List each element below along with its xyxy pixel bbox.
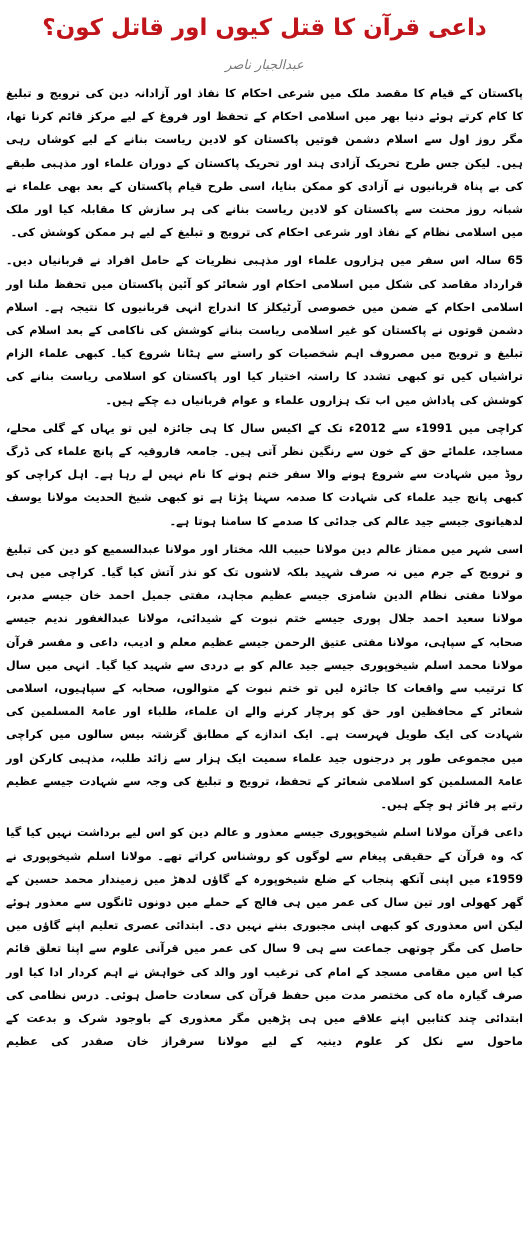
article-paragraph: اسی شہر میں ممتاز عالم دین مولانا حبیب اللہ مختار اور مولانا عبدالسمیع کو دین کی تبلیغ و ترویج کے جرم میں نہ صرف شہید بلکہ لاشوں تک کو نذر آتش کیا گیا۔ کراچی میں ہی مولانا مفتی نظام الدین شامزی جیسے عظیم مجاہد، مفتی جمیل احمد خان جیسے مدبر، مولانا سعید احمد جلال پوری جیسے ختم نبوت کے شیدائی، مولانا عبدالغفور ندیم جیسے صحابہ کے سپاہی، مولانا مفتی عتیق الرحمن جیسے عظیم معلم و ادیب، داعی و مفسر قرآن مولانا محمد اسلم شیخوپوری جیسے جید عالم کو بے دردی سے شہید کیا گیا۔ انہی میں سال کا ترتیب سے واقعات کا جائزہ لیں تو ختم نبوت کے متوالوں، صحابہ کے سپاہیوں، اسلامی شعائر کے محافظین اور حق کو پرچار کرنے والے ان علماء، طلباء اور عامۃ المسلمین کی شہادت کی ایک طویل فہرست ہے۔ ایک اندازے کے مطابق گزشتہ بیس سالوں میں کراچی میں مجموعی طور پر درجنوں جید علماء سمیت ایک ہزار سے زائد طلبہ، مذہبی کارکن اور عامۃ المسلمین کو اسلامی شعائر کے تحفظ، ترویج و تبلیغ کی وجہ سے شہادت جیسے عظیم رتبے پر فائز ہو چکے ہیں۔ [6, 542, 523, 812]
article-paragraph: 65 سالہ اس سفر میں ہزاروں علماء اور مذہبی نظریات کے حامل افراد نے قربانیاں دیں۔ قرارداد مقاصد کی شکل میں اسلامی احکام اور شعائر کو آئین پاکستان میں تحفظ ملنا اور اسلامی احکام کے ضمن میں خصوصی آرٹیکلز کا اندراج انہی قربانیوں کا نتیجہ ہے۔ اسلام دشمن قوتوں نے پاکستان کو غیر اسلامی ریاست بنانے کوشش کی ناکامی کے بعد اسلام کی تبلیغ و ترویج میں مصروف اہم شخصیات کو راستے سے ہٹانا شروع کیا۔ کبھی علماء الزام تراشیاں کیں تو کبھی تشدد کا راستہ اختیار کیا اور پاکستان کو اسلامی ریاست بنانے کی کوشش کی پاداش میں اب تک ہزاروں علماء و عوام قربانیاں دے چکے ہیں۔ [6, 254, 523, 407]
article-paragraph: کراچی میں 1991ء سے 2012ء تک کے اکیس سال کا ہی جائزہ لیں تو یہاں کے گلی محلے، مساجد، علمائے حق کے خون سے رنگین نظر آتی ہیں۔ جامعہ فاروقیہ کے پانچ علماء کی ڈرگ روڈ میں شہادت سے شروع ہونے والا سفر ختم ہونے کا نام نہیں لے رہا ہے۔ اہل کراچی کو کبھی پانچ جید علماء کی شہادت کا صدمہ سہنا پڑتا ہے تو کبھی شیخ الحدیث مولانا یوسف لدھیانوی جیسے جید عالم کی جدائی کا صدمے کا سامنا ہوتا ہے۔ [6, 421, 523, 528]
article-paragraph: داعی قرآن مولانا اسلم شیخوپوری جیسے معذور و عالم دین کو اس لیے برداشت نہیں کیا گیا کہ وہ قرآن کے حقیقی پیغام سے لوگوں کو روشناس کراتے تھے۔ مولانا اسلم شیخوپوری نے 1959ء میں اپنی آنکھ پنجاب کے ضلع شیخوپورہ کے گاؤں لدھڑ میں زمیندار محمد حسین کے گھر کھولی اور تین سال کی عمر میں ہی فالج کے حملے میں دونوں ٹانگوں سے معذور ہوئے لیکن اس معذوری کو کبھی اپنی مجبوری بننے نہیں دی۔ ابتدائی عصری تعلیم اپنے گاؤں میں حاصل کی مگر چوتھی جماعت سے ہی 9 سال کی عمر میں قرآنی علوم سے اپنا تعلق قائم کیا اس میں مقامی مسجد کے امام کی ترغیب اور والد کی خواہش نے اہم کردار ادا کیا اور صرف گیارہ ماہ کی مختصر مدت میں حفظ قرآن کی سعادت حاصل ہوئی۔ درس نظامی کی ابتدائی چند کتابیں اپنے علاقے میں ہی پڑھیں مگر معذوری کے باوجود شرک و بدعت کے ماحول سے نکل کر علوم دینیہ کے لیے مولانا سرفراز خان صفدر کی عظیم [6, 826, 524, 1049]
article-title: داعی قرآن کا قتل کیوں اور قاتل کون؟ [42, 15, 487, 41]
article-body [6, 82, 523, 1053]
author-byline: عبدالجبار ناصر [225, 58, 304, 73]
article-paragraph: پاکستان کے قیام کا مقصد ملک میں شرعی احکام کا نفاذ اور آزادانہ دین کی ترویج و تبلیغ کا کام کرتے ہوئے دنیا بھر میں اسلامی احکام کے تحفظ اور فروغ کے لیے مرکز قائم کرنا تھا، مگر روز اول سے اسلام دشمن قوتیں پاکستان کو لادین ریاست بنانے کے لیے کوشاں رہی ہیں۔ لیکن جس طرح تحریک آزادی ہند اور تحریک پاکستان کے دوران علماء اور مذہبی طبقے کی بے پناہ قربانیوں نے آزادی کو ممکن بنایا، اسی طرح قیام پاکستان کے بعد بھی علماء نے شبانہ روز محنت سے پاکستان کو لادین ریاست بنانے کی ہر سازش کا مقابلہ کیا اور ملک میں اسلامی نظام کے نفاذ اور شرعی احکام کی ترویج و تبلیغ کے لیے ہر ممکن کوشش کی۔ [6, 87, 523, 240]
